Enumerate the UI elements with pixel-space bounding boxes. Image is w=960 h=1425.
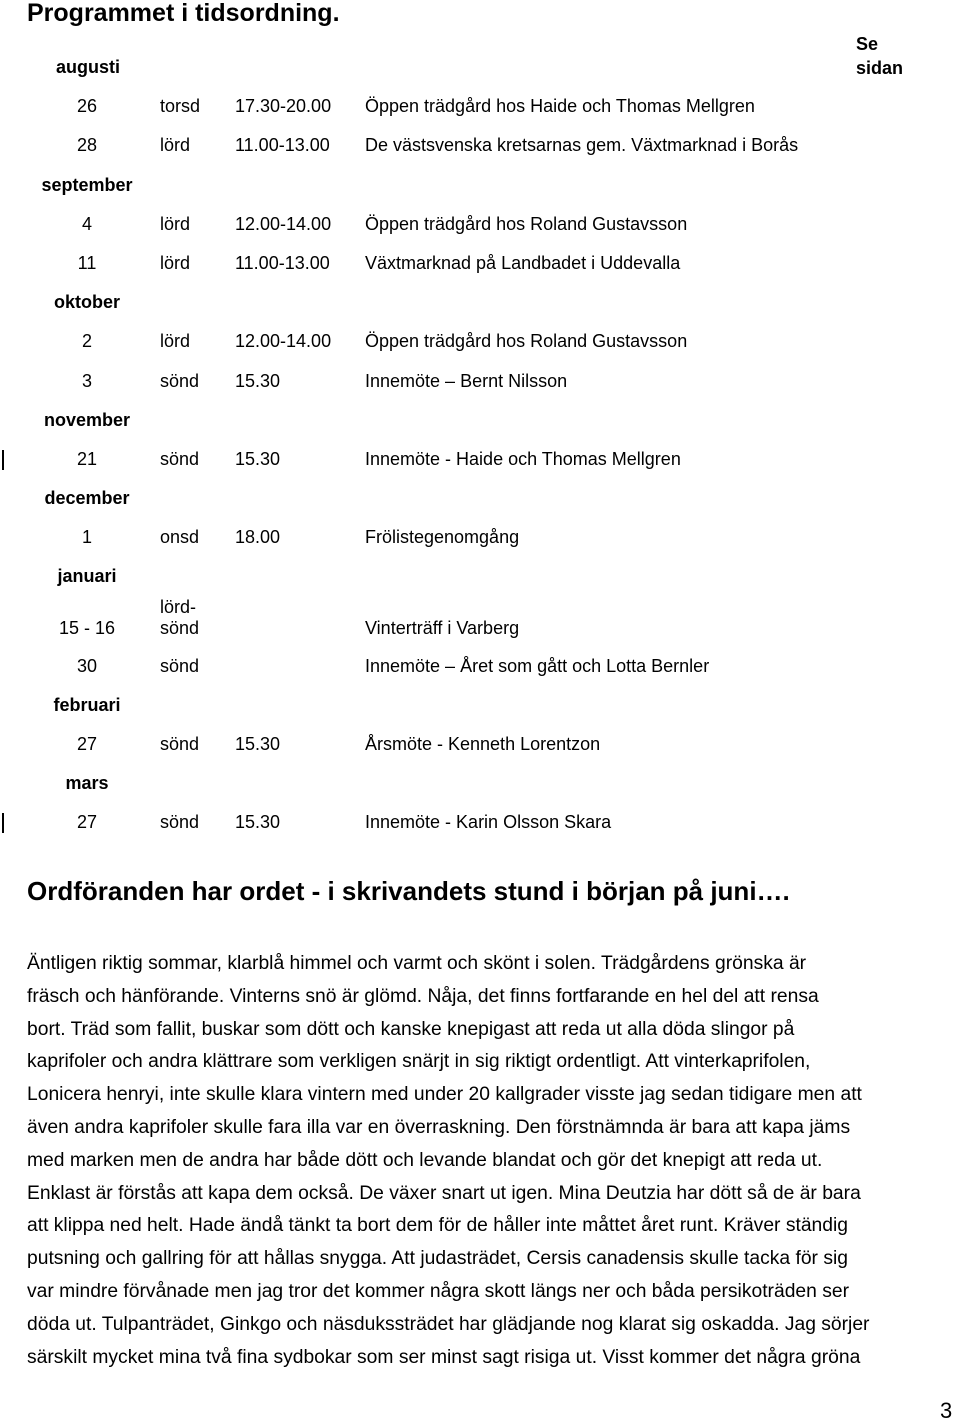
month-label: oktober — [53, 292, 120, 313]
event-day: 2 — [81, 331, 92, 352]
event-day: 27 — [76, 812, 98, 833]
event-weekday: torsd — [160, 96, 201, 117]
event-time: 15.30 — [235, 370, 281, 391]
month-label: november — [43, 409, 131, 430]
chairman-paragraph — [27, 948, 960, 1374]
event-day: 26 — [76, 96, 98, 117]
event-row — [0, 362, 960, 401]
event-title: Innemöte - Haide och Thomas Mellgren — [365, 448, 681, 469]
event-day: 1 — [81, 527, 92, 548]
event-row — [0, 518, 960, 557]
event-weekday: lörd — [160, 331, 191, 352]
month-row — [0, 764, 960, 803]
event-row — [0, 597, 960, 647]
event-row — [0, 244, 960, 283]
event-day: 28 — [76, 135, 98, 156]
paragraph-line: att klippa ned helt. Hade ändå tänkt ta bort dem för de håller inte måttet året runt. Kräver ständig — [27, 1215, 848, 1237]
month-row — [0, 479, 960, 518]
event-time: 11.00-13.00 — [235, 252, 330, 273]
event-title: Öppen trädgård hos Roland Gustavsson — [365, 213, 688, 234]
month-label: december — [44, 488, 130, 509]
event-weekday: sönd — [160, 734, 200, 754]
event-day: 27 — [76, 734, 98, 754]
page-title: Programmet i tidsordning. — [27, 0, 340, 27]
event-row — [0, 803, 960, 842]
event-time: 12.00-14.00 — [235, 331, 332, 352]
change-bar — [2, 813, 4, 833]
event-time: 17.30-20.00 — [235, 96, 332, 117]
event-time: 12.00-14.00 — [235, 213, 332, 234]
event-day: 3 — [81, 370, 92, 391]
event-weekday: lörd- sönd — [160, 596, 200, 638]
event-time: 11.00-13.00 — [235, 135, 330, 156]
event-title: Växtmarknad på Landbadet i Uddevalla — [365, 252, 681, 273]
event-time: 18.00 — [235, 527, 281, 548]
paragraph-line: putsning och gallring för att hållas snygga. Att judasträdet, Cersis canadensis skulle tacka för sig — [27, 1248, 848, 1270]
page-number: 3 — [940, 1398, 953, 1423]
event-weekday: sönd — [160, 448, 200, 469]
month-label: augusti — [55, 57, 120, 77]
event-row — [0, 87, 960, 126]
month-row — [0, 557, 960, 596]
event-title: Innemöte - Karin Olsson Skara — [365, 812, 612, 833]
event-title: Frölistegenomgång — [365, 527, 520, 548]
event-weekday: lörd — [160, 213, 191, 234]
page-ref-header-line: Se — [856, 34, 879, 54]
page-ref-header-line: sidan — [856, 58, 904, 78]
event-day: 21 — [76, 448, 98, 469]
paragraph-line: även andra kaprifoler skulle fara illa var en överraskning. Den förstnämnda är bara att kapa jäms — [27, 1116, 851, 1138]
paragraph-line: fräsch och hänförande. Vinterns snö är glömd. Nåja, det finns fortfarande en hel del att rensa — [27, 985, 819, 1007]
section-heading: Ordföranden har ordet - i skrivandets stund i början på juni…. — [27, 876, 790, 906]
month-label: mars — [65, 773, 109, 794]
event-title: De västsvenska kretsarnas gem. Växtmarknad i Borås — [365, 135, 799, 156]
paragraph-line: med marken men de andra har både dött och levande blandat och gör det knepigt att reda ut. — [27, 1149, 823, 1171]
event-weekday: onsd — [160, 527, 200, 548]
event-time: 15.30 — [235, 734, 281, 754]
event-weekday: sönd — [160, 812, 200, 833]
event-title: Öppen trädgård hos Roland Gustavsson — [365, 331, 688, 352]
event-row — [0, 647, 960, 686]
paragraph-line: särskilt mycket mina två fina sydbokar som ser minst sagt risiga ut. Visst kommer det några gröna — [27, 1346, 861, 1368]
paragraph-line: Lonicera henryi, inte skulle klara vintern med under 20 kallgrader visste jag sedan tidigare men att — [27, 1084, 862, 1106]
paragraph-line: Äntligen riktig sommar, klarblå himmel och varmt och skönt i solen. Trädgårdens grönska är — [27, 953, 807, 974]
event-weekday: lörd — [160, 135, 191, 156]
event-weekday: sönd — [160, 655, 200, 676]
event-day: 30 — [76, 655, 98, 676]
month-row — [0, 166, 960, 205]
event-title: Vinterträff i Varberg — [365, 617, 520, 638]
paragraph-line: Enklast är förstås att kapa dem också. De växer snart ut igen. Mina Deutzia har dött så de är bara — [27, 1182, 861, 1204]
event-weekday: sönd — [160, 370, 200, 391]
month-row — [0, 686, 960, 725]
event-row — [0, 126, 960, 165]
month-row — [0, 48, 960, 87]
month-label: februari — [53, 694, 121, 715]
event-title: Öppen trädgård hos Haide och Thomas Mellgren — [365, 96, 755, 117]
event-title: Årsmöte - Kenneth Lorentzon — [365, 734, 601, 754]
change-bar — [2, 450, 4, 470]
event-weekday: lörd — [160, 252, 191, 273]
event-day: 11 — [77, 252, 97, 273]
event-title: Innemöte – Bernt Nilsson — [365, 370, 568, 391]
event-day: 4 — [81, 213, 92, 234]
paragraph-line: döda ut. Tulpanträdet, Ginkgo och näsdukssträdet har glädjande nog klarat sig oskadda. Jag sörjer — [27, 1313, 870, 1335]
event-time: 15.30 — [235, 812, 281, 833]
paragraph-line: kaprifoler och andra klättrare som verkligen snärjt in sig riktigt ordentligt. Att vinterkaprifolen, — [27, 1051, 811, 1073]
event-title: Innemöte – Året som gått och Lotta Bernler — [365, 655, 710, 676]
month-label: januari — [57, 566, 117, 587]
paragraph-line: bort. Träd som fallit, buskar som dött och kanske knepigast att reda ut alla döda slingor på — [27, 1018, 795, 1040]
schedule-list — [0, 48, 960, 843]
event-time: 15.30 — [235, 448, 281, 469]
event-day: 15 - 16 — [58, 617, 116, 638]
event-row — [0, 725, 960, 764]
month-row — [0, 283, 960, 322]
event-row — [0, 322, 960, 361]
paragraph-line: var mindre förvånade men jag tror det kommer några skott längs ner och båda persikoträden ser — [27, 1280, 850, 1302]
event-row — [0, 440, 960, 479]
month-row — [0, 401, 960, 440]
event-row — [0, 205, 960, 244]
month-label: september — [41, 174, 133, 195]
